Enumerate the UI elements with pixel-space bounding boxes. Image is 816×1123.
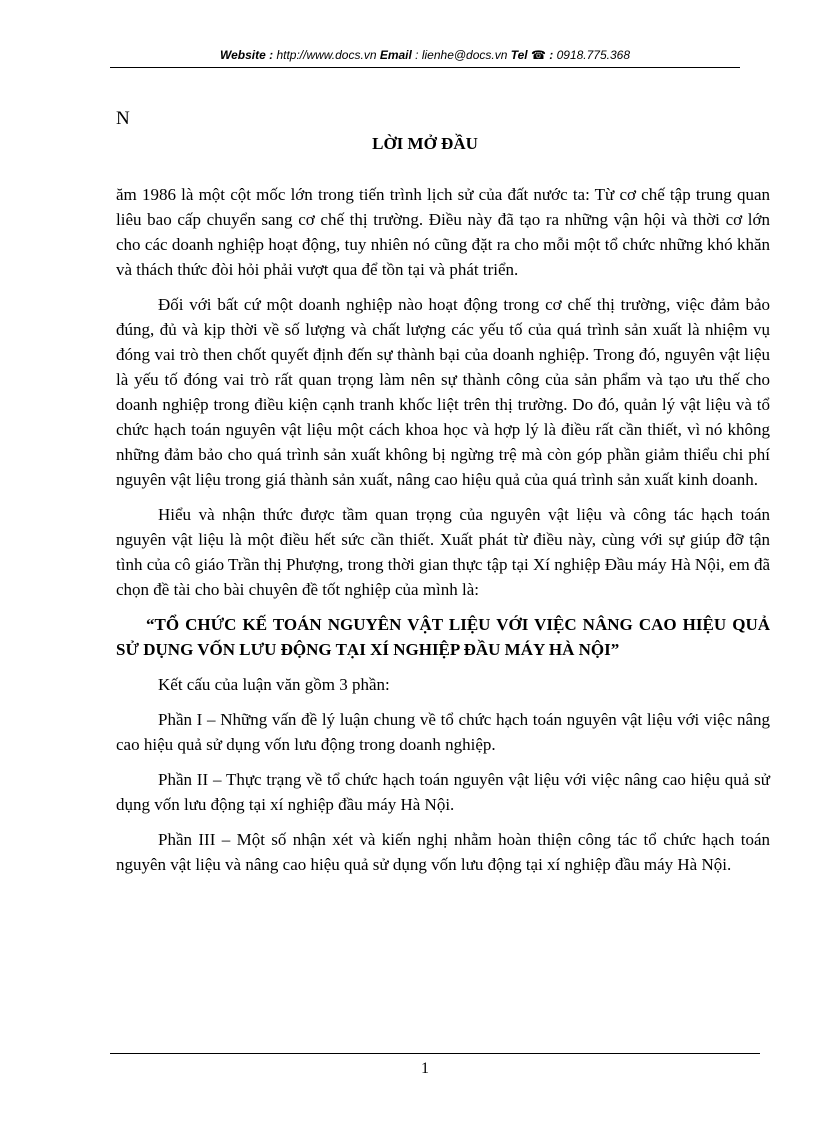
website-url[interactable]: http://www.docs.vn <box>273 48 380 62</box>
part-three: Phần III – Một số nhận xét và kiến nghị nhằm hoàn thiện công tác tổ chức hạch toán nguyên vật liệu và nâng cao hiệu quả sử dụng vốn lưu động tại xí nghiệp đầu máy Hà Nội. <box>116 830 770 874</box>
website-label: Website : <box>219 48 274 62</box>
tel-value: 0918.775.368 <box>553 48 631 62</box>
email-value[interactable]: : lienhe@docs.vn <box>411 48 511 62</box>
part-two: Phần II – Thực trạng về tổ chức hạch toán nguyên vật liệu với việc nâng cao hiệu quả sử dụng vốn lưu động tại xí nghiệp đầu máy Hà Nội. <box>116 770 770 814</box>
paragraph-structure: Kết cấu của luận văn gồm 3 phần: <box>158 675 390 694</box>
tel-label: Tel ☎ : <box>510 48 554 62</box>
drop-cap-letter: N <box>116 108 130 129</box>
page-number: 1 <box>421 1060 429 1077</box>
paragraph-importance: Đối với bất cứ một doanh nghiệp nào hoạt động trong cơ chế thị trường, việc đảm bảo đúng, đủ và kịp thời về số lượng và chất lượng các yếu tố của quá trình sản xuất là nhiệm vụ đóng vai trò then chốt quyết định đến sự thành bại của doanh nghiệp. Trong đó, nguyên vật liệu là yếu tố đóng vai trò rất quan trọng làm nên sự thành công của sản phẩm và tạo ưu thế cho doanh nghiệp trong điều kiện cạnh tranh khốc liệt trên thị trường. Do đó, quản lý vật liệu và tổ chức hạch toán nguyên vật liệu một cách khoa học và hợp lý là điều rất cần thiết, vì nó không những đảm bảo cho quá trình sản xuất không bị ngừng trệ mà còn góp phần giảm thiểu chi phí nguyên vật liệu trong giá thành sản xuất, nâng cao hiệu quả của quá trình sản xuất kinh doanh. <box>116 295 770 489</box>
part-one: Phần I – Những vấn đề lý luận chung về tổ chức hạch toán nguyên vật liệu với việc nâng cao hiệu quả sử dụng vốn lưu động trong doanh nghiệp. <box>116 710 770 754</box>
email-label: Email <box>379 48 412 62</box>
paragraph-intro: ăm 1986 là một cột mốc lớn trong tiến trình lịch sử của đất nước ta: Từ cơ chế tập trung quan liêu bao cấp chuyển sang cơ chế thị trường. Điều này đã tạo ra những vận hội và thời cơ lớn cho các doanh nghiệp hoạt động, tuy nhiên nó cũng đặt ra cho mỗi một tổ chức những khó khăn và thách thức đòi hỏi phải vượt qua để tồn tại và phát triển. <box>116 185 770 279</box>
header-divider <box>110 67 740 68</box>
page-header <box>110 48 740 62</box>
footer-divider <box>110 1053 760 1054</box>
thesis-title: “TỔ CHỨC KẾ TOÁN NGUYÊN VẬT LIỆU VỚI VIỆC NÂNG CAO HIỆU QUẢ SỬ DỤNG VỐN LƯU ĐỘNG TẠI XÍ NGHIỆP ĐẦU MÁY HÀ NỘI” <box>116 615 770 659</box>
document-body <box>116 182 770 887</box>
page-title: LỜI MỞ ĐẦU <box>372 134 478 153</box>
paragraph-topic-choice: Hiểu và nhận thức được tầm quan trọng của nguyên vật liệu và công tác hạch toán nguyên vật liệu là một điều hết sức cần thiết. Xuất phát từ điều này, cùng với sự giúp đỡ tận tình của cô giáo Trần thị Phượng, trong thời gian thực tập tại Xí nghiệp Đầu máy Hà Nội, em đã chọn đề tài cho bài chuyên đề tốt nghiệp của mình là: <box>116 505 770 599</box>
